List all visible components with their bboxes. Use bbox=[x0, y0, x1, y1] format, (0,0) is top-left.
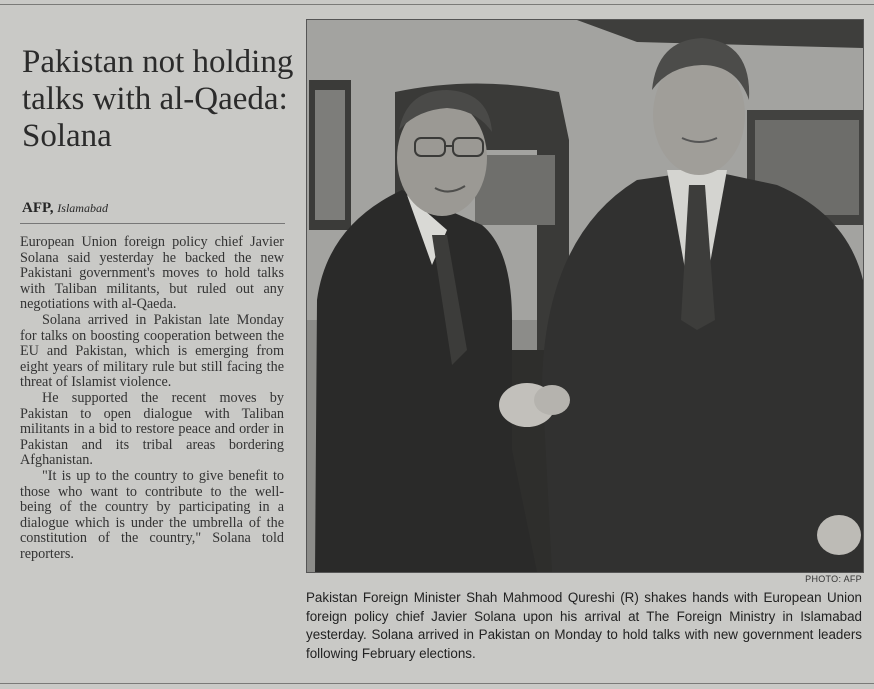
photo-caption: Pakistan Foreign Minister Shah Mahmood Qureshi (R) shakes hands with European Union foreign policy chief Javier Solana upon his arrival at The Foreign Ministry in Islamabad yesterday. Solana arrived in Pakistan on Monday to hold talks with new government leaders following February elections. bbox=[306, 590, 862, 661]
top-rule bbox=[0, 4, 874, 5]
byline-rule bbox=[20, 223, 285, 224]
handshake-photo-illustration bbox=[307, 20, 863, 572]
byline-agency: AFP, bbox=[22, 200, 54, 216]
byline-place: Islamabad bbox=[57, 201, 108, 215]
article-paragraph: European Union foreign policy chief Javier Solana said yesterday he backed the new Pakistani government's moves to hold talks with Taliban militants, but ruled out any negotiations with al-Qaeda. bbox=[20, 234, 284, 313]
photo-credit: PHOTO: AFP bbox=[805, 574, 862, 584]
bottom-rule bbox=[0, 683, 874, 684]
news-photo bbox=[306, 19, 864, 573]
article-paragraph: "It is up to the country to give benefit to those who want to contribute to the well-being of the country by participating in a dialogue which is under the umbrella of the constitution of the country," Solana told reporters. bbox=[20, 467, 284, 562]
article-paragraph: Solana arrived in Pakistan late Monday for talks on boosting cooperation between the EU and Pakistan, which is emerging from eight years of military rule but still facing the threat of Islamist violence. bbox=[20, 311, 284, 391]
article-body bbox=[20, 235, 284, 562]
article-paragraph: He supported the recent moves by Pakistan to open dialogue with Taliban militants in a bid to restore peace and order in Pakistan and its tribal areas bordering Afghanistan. bbox=[20, 389, 284, 469]
article-headline: Pakistan not holding talks with al-Qaeda: Solana bbox=[22, 44, 294, 155]
byline bbox=[22, 200, 284, 217]
